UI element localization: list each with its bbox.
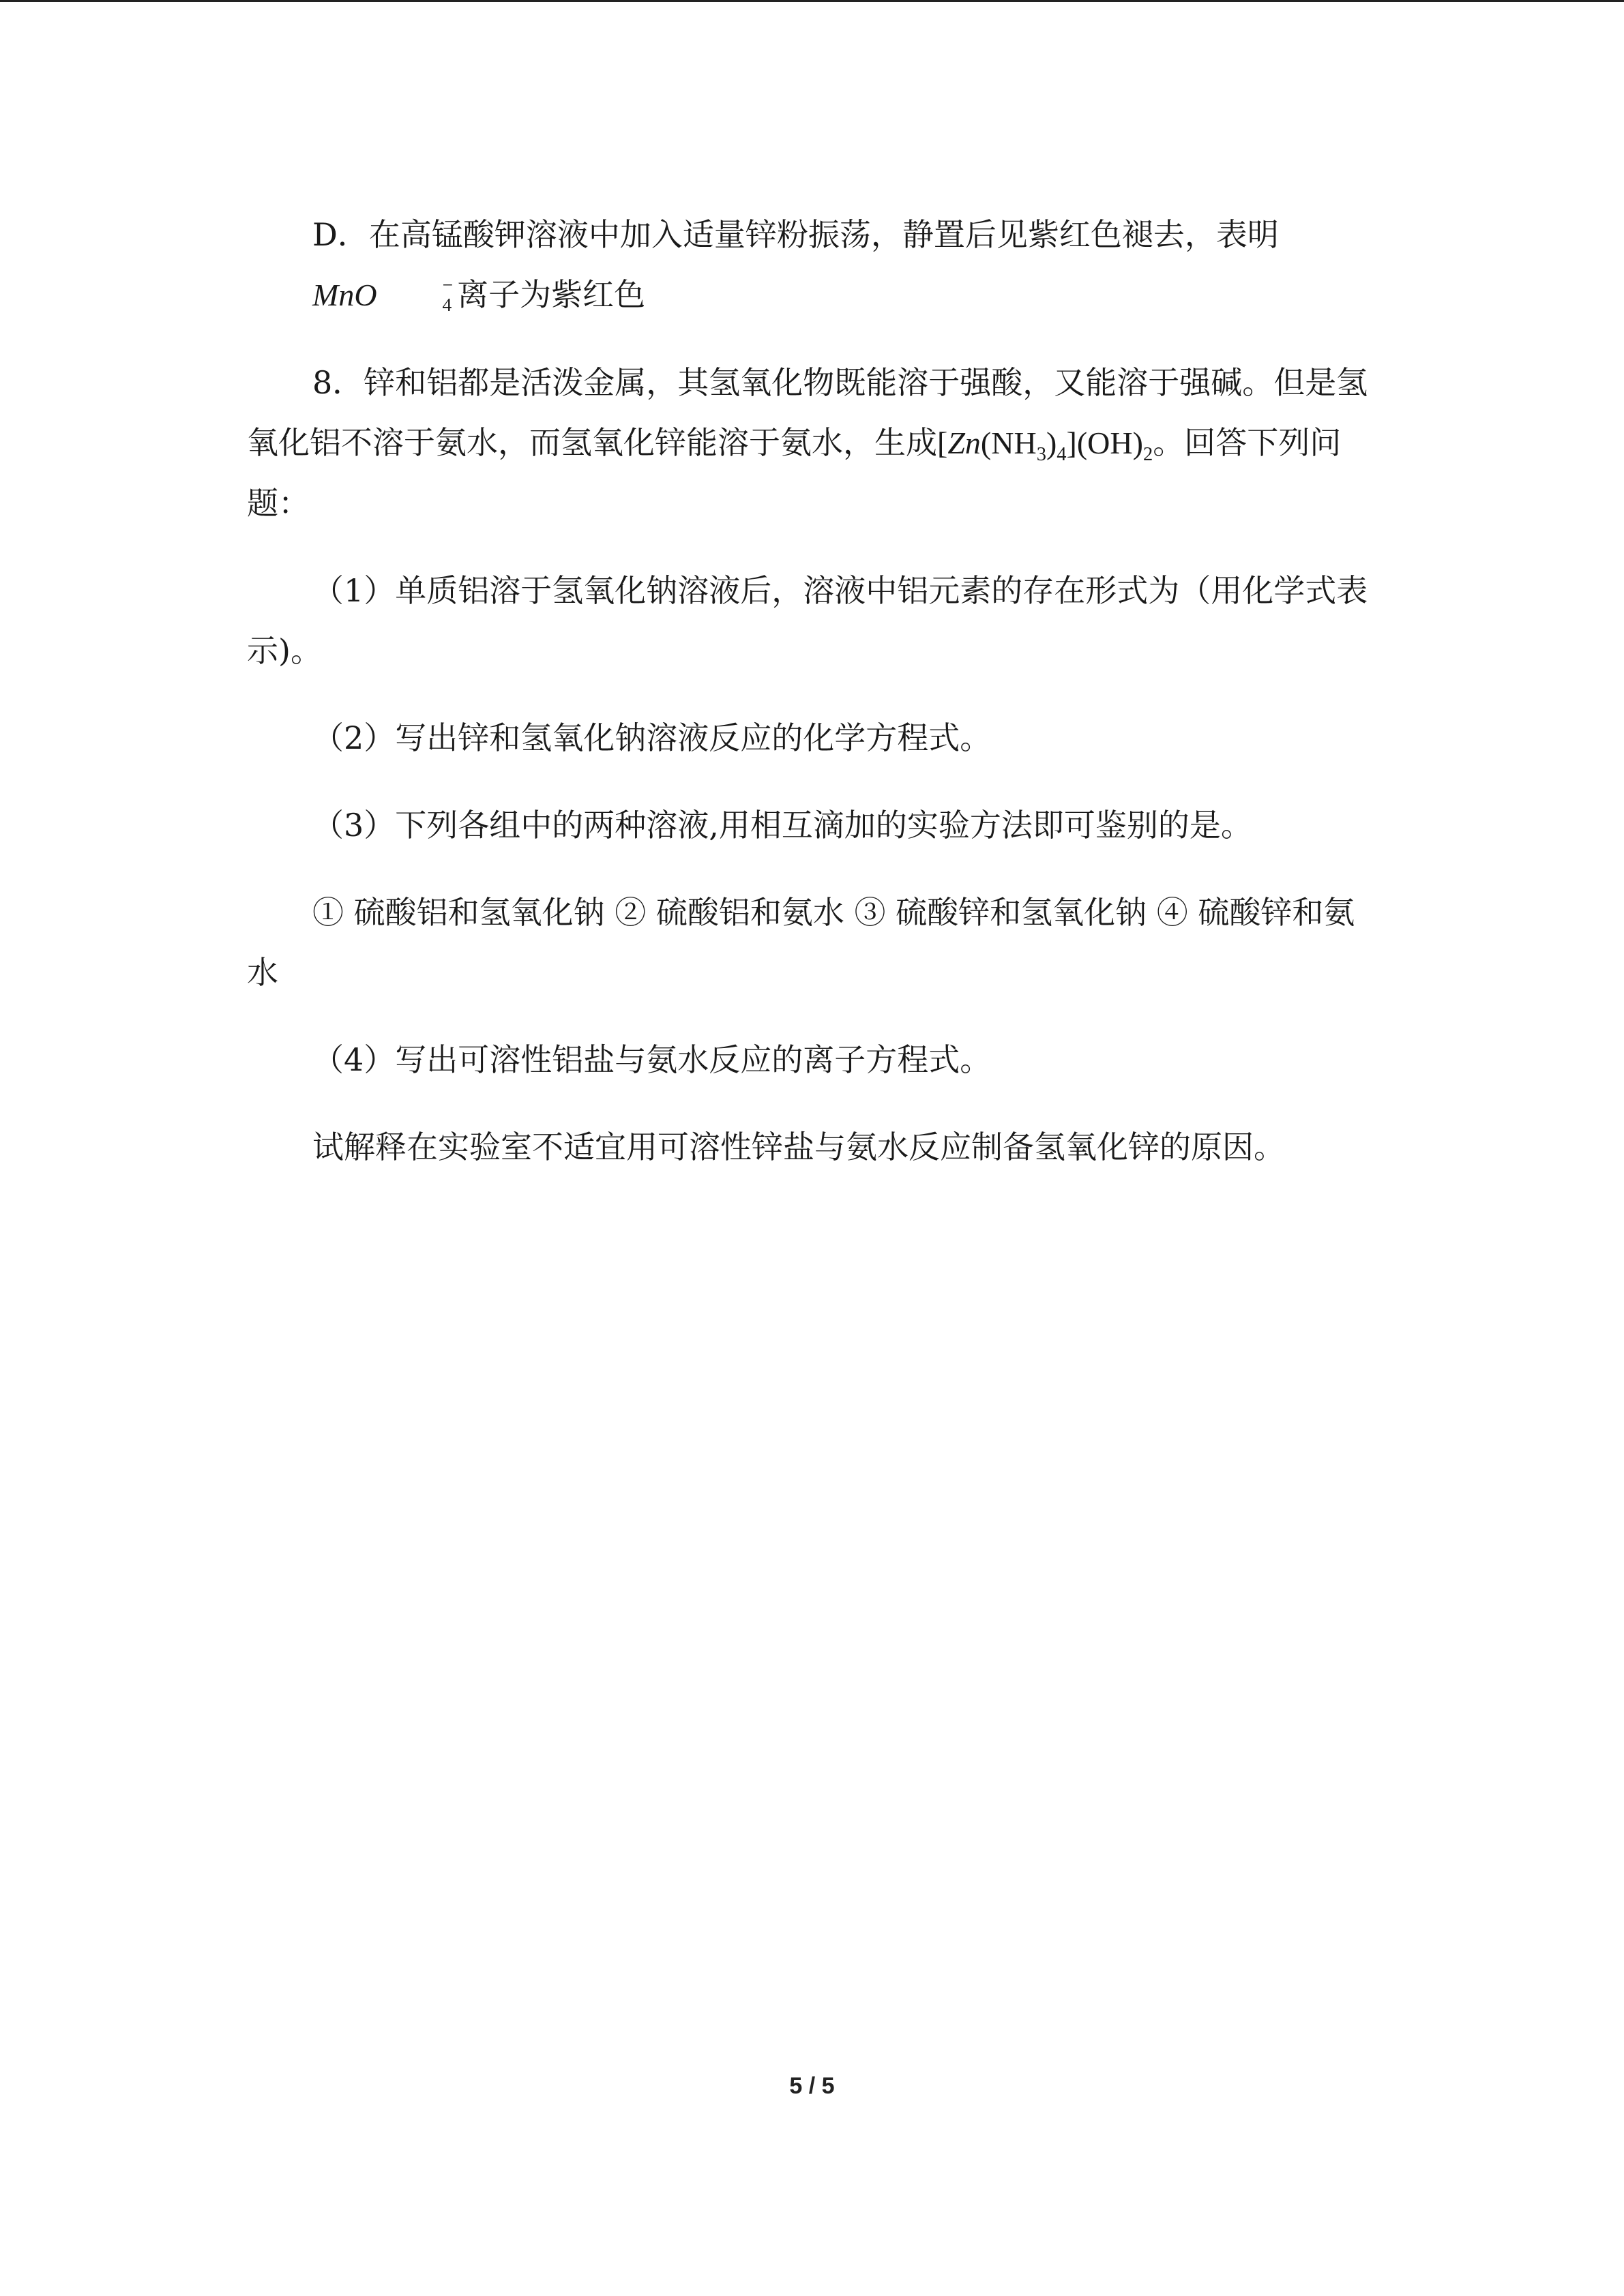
zinc-ammine-complex-formula: $[Zn(NH_3)_4](OH)_2$ <box>937 426 1153 466</box>
explain-question: 试解释在实验室不适宜用可溶性锌盐与氨水反应制备氢氧化锌的原因。 <box>312 1129 1285 1165</box>
question-8-text-end: 。回答下列问题： <box>247 424 1342 522</box>
question-8-text: 锌和铝都是活泼金属，其氢氧化物既能溶于强酸，又能溶于强碱。但是氢氧化铝不溶于氨水，而氢氧化锌能溶于氨水，生成 <box>247 364 1368 461</box>
question-8-number: 8． <box>312 364 364 401</box>
option-d-paragraph <box>247 205 1379 325</box>
question-8-stem <box>247 353 1379 533</box>
option-d-text: 在高锰酸钾溶液中加入适量锌粉振荡，静置后见紫红色褪去，表明 <box>368 216 1279 253</box>
option-d-text-cont: 离子为紫红色 <box>457 276 646 313</box>
ion-subscript: 4 <box>442 294 452 316</box>
document-body <box>247 205 1379 1177</box>
answer-options: ① 硫酸铝和氢氧化钠 ② 硫酸铝和氨水 ③ 硫酸锌和氢氧化钠 ④ 硫酸锌和氨水 <box>247 894 1355 991</box>
sub-question-1: （1）单质铝溶于氢氧化钠溶液后，溶液中铝元素的存在形式为（用化学式表示)。 <box>247 572 1368 669</box>
sub-question-3: （3）下列各组中的两种溶液,用相互滴加的实验方法即可鉴别的是。 <box>312 807 1252 844</box>
option-d-label: D． <box>312 216 369 253</box>
ion-scripts <box>377 275 454 315</box>
ion-base: MnO <box>312 278 377 312</box>
page-number: 5 / 5 <box>789 2073 835 2099</box>
permanganate-ion-formula <box>247 265 453 325</box>
sub-question-2: （2）写出锌和氢氧化钠溶液反应的化学方程式。 <box>312 719 992 756</box>
ion-charge: − <box>442 274 454 296</box>
top-border-line <box>0 0 1624 2</box>
sub-question-4: （4）写出可溶性铝盐与氨水反应的离子方程式。 <box>312 1041 992 1078</box>
